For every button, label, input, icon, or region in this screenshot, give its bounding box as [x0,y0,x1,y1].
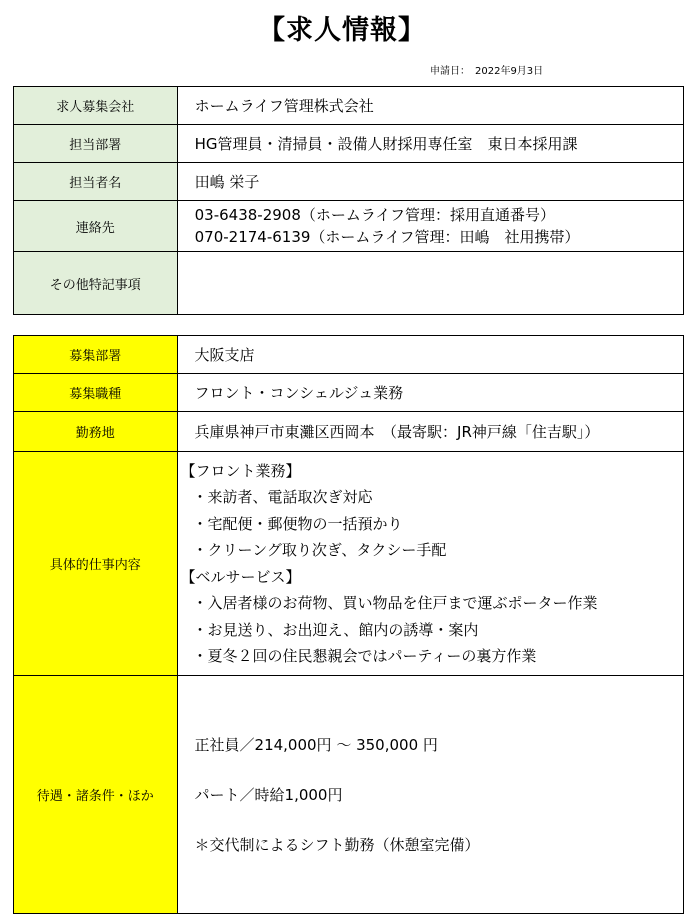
list-item: ・来訪者、電話取次ぎ対応 [192,488,373,506]
row-label-notes: その他特記事項 [14,252,178,315]
contact-phone-2: 070-2174-6139（ホームライフ管理：田嶋 社用携帯） [194,228,580,246]
company-name-text: ホームライフ管理株式会社 [194,97,374,115]
row-label-company: 求人募集会社 [14,87,178,125]
row-label-conditions: 待遇・諸条件・ほか [14,676,178,914]
department-text: HG管理員・清掃員・設備人財採用専任室 東日本採用課 [194,135,578,153]
contact-value [177,201,683,252]
location-value: 兵庫県神戸市東灘区西岡本 （最寄駅：JR神戸線「住吉駅」） [177,412,683,452]
notes-value [177,252,683,315]
conditions-value [177,676,683,914]
application-date: 申請日： 2022年9月3日 [430,66,544,77]
list-item: ・お見送り、お出迎え、館内の誘導・案内 [192,620,479,639]
row-label-location: 勤務地 [14,412,178,452]
company-info-table [13,86,684,315]
shift-note-text: ＊交代制によるシフト勤務（休憩室完備） [194,835,480,854]
table-row [14,676,684,914]
contact-phone-1: 03-6438-2908（ホームライフ管理：採用直通番号） [194,206,555,224]
section-heading-bell: 【ベルサービス】 [180,567,301,586]
row-label-contact-person: 担当者名 [14,163,178,201]
table-row [14,125,684,163]
table-row [14,336,684,374]
row-label-department: 担当部署 [14,125,178,163]
job-info-table [13,335,684,914]
table-row [14,252,684,315]
job-type-value: フロント・コンシェルジュ業務 [177,374,683,412]
row-label-recruit-department: 募集部署 [14,336,178,374]
list-item: ・クリーング取り次ぎ、タクシー手配 [192,541,447,559]
contact-person-text: 田嶋 栄子 [194,173,260,191]
table-row [14,452,684,676]
part-time-text: パート／時給1,000円 [194,785,343,804]
page-title: 【求人情報】 [258,15,426,46]
department-value [177,125,683,163]
job-details-value [177,452,683,676]
contact-person-value [177,163,683,201]
list-item: ・入居者様のお荷物、買い物品を住戸まで運ぶポーター作業 [192,594,598,612]
section-heading-front: 【フロント業務】 [180,461,301,480]
company-name-value [177,87,683,125]
salary-text: 正社員／214,000円 〜 350,000 円 [194,735,438,754]
recruit-department-value: 大阪支店 [177,336,683,374]
row-label-job-details: 具体的仕事内容 [14,452,178,676]
row-label-contact: 連絡先 [14,201,178,252]
list-item: ・宅配便・郵便物の一括預かり [192,514,403,533]
table-row [14,374,684,412]
table-row [14,201,684,252]
table-row [14,412,684,452]
table-row [14,163,684,201]
list-item: ・夏冬２回の住民懇親会ではパーティーの裏方作業 [192,647,537,665]
table-row [14,87,684,125]
row-label-job-type: 募集職種 [14,374,178,412]
